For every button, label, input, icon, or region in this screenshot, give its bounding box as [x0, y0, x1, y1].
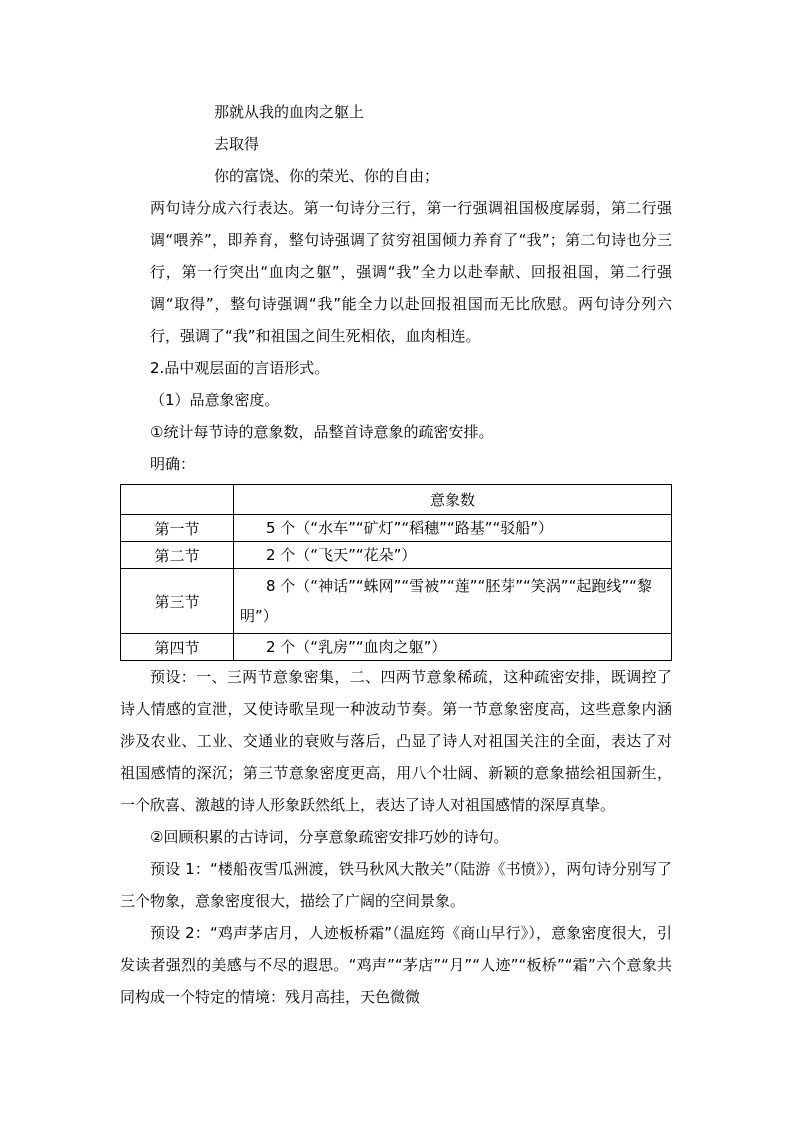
subsection-heading-2-1: （1）品意象密度。 — [150, 391, 280, 409]
table-row-label: 第一节 — [121, 515, 234, 542]
preset-1-paragraph: 预设 1：“楼船夜雪瓜洲渡，铁马秋风大散关”（陆游《书愤》），两句诗分别写了三个物象，意象密度很大，描绘了广阔的空间景象。 — [120, 860, 672, 910]
imagery-count-table-wrap — [120, 484, 672, 661]
table-row-value: 2 个（“飞天”“花朵”） — [266, 546, 417, 564]
table-row-label: 第四节 — [121, 634, 234, 661]
preset-2-paragraph: 预设 2：“鸡声茅店月，人迹板桥霜”（温庭筠《商山早行》），意象密度很大，引发读者强烈的美感与不尽的遐思。“鸡声”“茅店”“月”“人迹”“板桥”“霜”六个意象共同构成一个特定的情境：残月高挂，天色微微 — [120, 924, 672, 1006]
analysis-paragraph: 两句诗分成六行表达。第一句诗分三行，第一行强调祖国极度孱弱，第二行强调“喂养”，即养育，整句诗强调了贫穷祖国倾力养育了“我”；第二句诗也分三行，第一行突出“血肉之躯”，强调“我”全力以赴奉献、回报祖国，第二行强调“取得”，整句诗强调“我”能全力以赴回报祖国而无比欣慰。两句诗分列六行，强调了“我”和祖国之间生死相依，血肉相连。 — [150, 199, 672, 345]
table-row — [121, 569, 672, 634]
poem-line-3: 你的富饶、你的荣光、你的自由； — [214, 167, 440, 185]
table-header-row — [121, 485, 672, 515]
table-row-value: 5 个（“水车”“矿灯”“稻穗”“路基”“驳船”） — [266, 519, 554, 537]
preset-paragraph: 预设：一、三两节意象密集，二、四两节意象稀疏，这种疏密安排，既调控了诗人情感的宣泄，又使诗歌呈现一种波动节奏。第一节意象密度高，这些意象内涵涉及农业、工业、交通业的衰败与落后，凸显了诗人对祖国关注的全面，表达了对祖国感情的深沉；第三节意象密度更高，用八个壮阔、新颖的意象描绘祖国新生，一个欣喜、激越的诗人形象跃然纸上，表达了诗人对祖国感情的深厚真挚。 — [120, 668, 672, 814]
table-row — [121, 634, 672, 661]
table-header-value: 意象数 — [234, 485, 672, 515]
table-row-label: 第三节 — [121, 569, 234, 634]
poem-line-1: 那就从我的血肉之躯上 — [214, 103, 365, 121]
table-row-value: 2 个（“乳房”“血肉之躯”） — [266, 638, 447, 656]
imagery-count-table — [120, 484, 672, 661]
section-heading-2: 2.品中观层面的言语形式。 — [150, 359, 330, 377]
poem-line-2: 去取得 — [214, 135, 260, 153]
task-2: ②回顾积累的古诗词，分享意象疏密安排巧妙的诗句。 — [150, 828, 509, 846]
document-body — [120, 96, 672, 1013]
table-row-value: 8 个（“神话”“蛛网”“雪被”“莲”“胚芽”“笑涡”“起跑线”“黎明”） — [240, 577, 652, 625]
table-row — [121, 515, 672, 542]
task-1: ①统计每节诗的意象数，品整首诗意象的疏密安排。 — [150, 423, 494, 441]
table-header-label — [121, 485, 234, 515]
table-row-label: 第二节 — [121, 542, 234, 569]
clarify-label: 明确： — [150, 455, 196, 473]
table-row — [121, 542, 672, 569]
